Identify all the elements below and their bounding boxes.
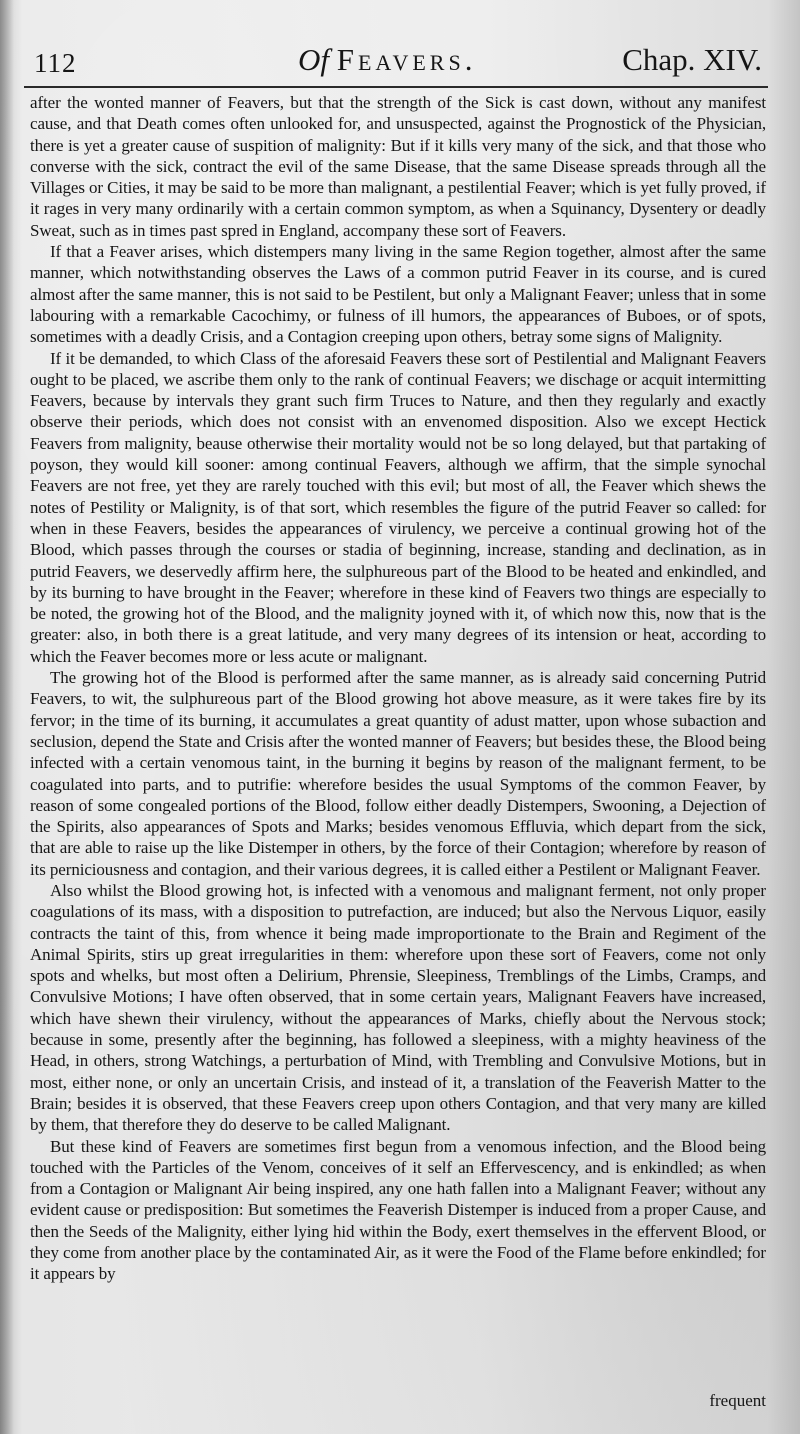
running-head: [298, 42, 476, 78]
catchword: frequent: [709, 1391, 766, 1410]
gutter-shadow: [0, 0, 14, 1434]
running-head-title: Feavers.: [336, 42, 477, 77]
chapter-label: Chap. XIV.: [622, 42, 762, 77]
paragraph: But these kind of Feavers are sometimes first begun from a venomous infection, and the Blood being touched with the Particles of the Venom, conceives of it self an Effervescency, and is enkindled; as when from a Contagion or Malignant Air being inspired, any one hath fallen into a Malignant Feaver; without any evident cause or predisposition: But sometimes the Feaverish Distemper is induced from a proper Cause, and then the Seeds of the Malignity, either lying hid within the Body, exert themselves in the effervent Blood, or they come from another place by the contaminated Air, as it were the Food of the Flame before enkindled; for it appears by: [30, 1136, 766, 1284]
running-head-of: Of: [298, 42, 329, 77]
page-number: 112: [34, 48, 77, 78]
paragraph: If that a Feaver arises, which distempers many living in the same Region together, almost after the same manner, which notwithstanding observes the Laws of a common putrid Feaver in its course, and is cured almost after the same manner, this is not said to be Pestilent, but only a Malignant Feaver; unless that in some labouring with a remarkable Cacochimy, or fulness of ill humors, the appearances of Buboes, or of spots, sometimes with a deadly Crisis, and a Contagion creeping upon others, betray some signs of Malignity.: [30, 242, 766, 347]
paragraph-continued: after the wonted manner of Feavers, but that the strength of the Sick is cast down, without any manifest cause, and that Death comes often unlooked for, and unsuspected, against the Prognostick of the Physician, there is yet a greater cause of suspition of malignity: But if it kills very many of the sick, and that those who converse with the sick, contract the evil of the same Disease, that the same Disease spreads through all the Villages or Cities, it may be said to be more than malignant, a pestilential Feaver; which is yet fully proved, if it rages in very many ordinarily with a certain common symptom, as when a Squinancy, Dysentery or deadly Sweat, such as in times past spred in England, accompany these sort of Feavers.: [30, 93, 766, 240]
body-text: [30, 92, 766, 1285]
paragraph: If it be demanded, to which Class of the aforesaid Feavers these sort of Pestilential and Malignant Feavers ought to be placed, we ascribe them only to the rank of continual Feavers; we dischage or acquit intermitting Feavers, because by intervals they grant such firm Truces to Nature, and then they regularly and exactly observe their periods, which does not consist with an envenomed disposition. Also we except Hectick Feavers from malignity, beause otherwise their mortality would not be so long delayed, but that partaking of poyson, they would kill sooner: among continual Feavers, although we affirm, that the simple synochal Feavers are not free, yet they are rarely touched with this evil; but most of all, the Feaver which shews the notes of Pestility or Malignity, is of that sort, which resembles the figure of the putrid Feaver so called: for when in these Feavers, besides the appearances of virulency, we perceive a continual growing hot of the Blood, which passes through the courses or stadia of beginning, increase, standing and declination, as in putrid Feavers, we deservedly affirm here, the sulphureous part of the Blood to be heated and enkindled, and by its burning to have brought in the Feaver; wherefore in these kind of Feavers two things are especially to be noted, the growing hot of the Blood, and the malignity joyned with it, of which now this, now that is the greater: also, in both there is a great latitude, and very many degrees of its intension or heat, according to which the Feaver becomes more or less acute or malignant.: [30, 348, 766, 666]
paragraph: Also whilst the Blood growing hot, is infected with a venomous and malignant ferment, not only proper coagulations of its mass, with a disposition to putrefaction, are induced; but also the Nervous Liquor, easily contracts the taint of this, from whence it being made improportionate to the Brain and Regiment of the Animal Spirits, stirs up great irregularities in them: wherefore upon these sort of Feavers, come not only spots and whelks, but most often a Delirium, Phrensie, Sleepiness, Tremblings of the Limbs, Cramps, and Convulsive Motions; I have often observed, that in some certain years, Malignant Feavers have increased, which have shewn their virulency, without the appearances of Marks, chiefly about the Nervous stock; because in some, presently after the beginning, has followed a sleepiness, with a mighty heaviness of the Head, in others, strong Watchings, a perturbation of Mind, with Trembling and Convulsive Motions, but in most, either none, or only an uncertain Crisis, and instead of it, a translation of the Feaverish Matter to the Brain; besides it is observed, that these Feavers creep upon others Contagion, and that very many are killed by them, that therefore they do deserve to be called Malignant.: [30, 880, 766, 1135]
page-header: [28, 34, 768, 86]
header-rule: [24, 86, 768, 88]
paragraph: The growing hot of the Blood is performed after the same manner, as is already said concerning Putrid Feavers, to wit, the sulphureous part of the Blood growing hot above measure, as it were takes fire by its fervor; in the time of its burning, it accumulates a great quantity of adust matter, upon whose subaction and seclusion, depend the State and Crisis after the wonted manner of Feavers; but besides these, the Blood being infected with a certain venomous taint, in the burning it begins by reason of the malignant ferment, to be coagulated into parts, and to putrifie: wherefore besides the usual Symptoms of the common Feaver, by reason of some congealed portions of the Blood, follow either deadly Distempers, Swooning, a Dejection of the Spirits, also appearances of Spots and Marks; besides venomous Effluvia, which depart from the sick, that are able to raise up the like Distemper in others, by the force of their Contagion; wherefore by reason of its perniciousness and contagion, and their various degrees, it is called either a Pestilent or Malignant Feaver.: [30, 668, 766, 879]
